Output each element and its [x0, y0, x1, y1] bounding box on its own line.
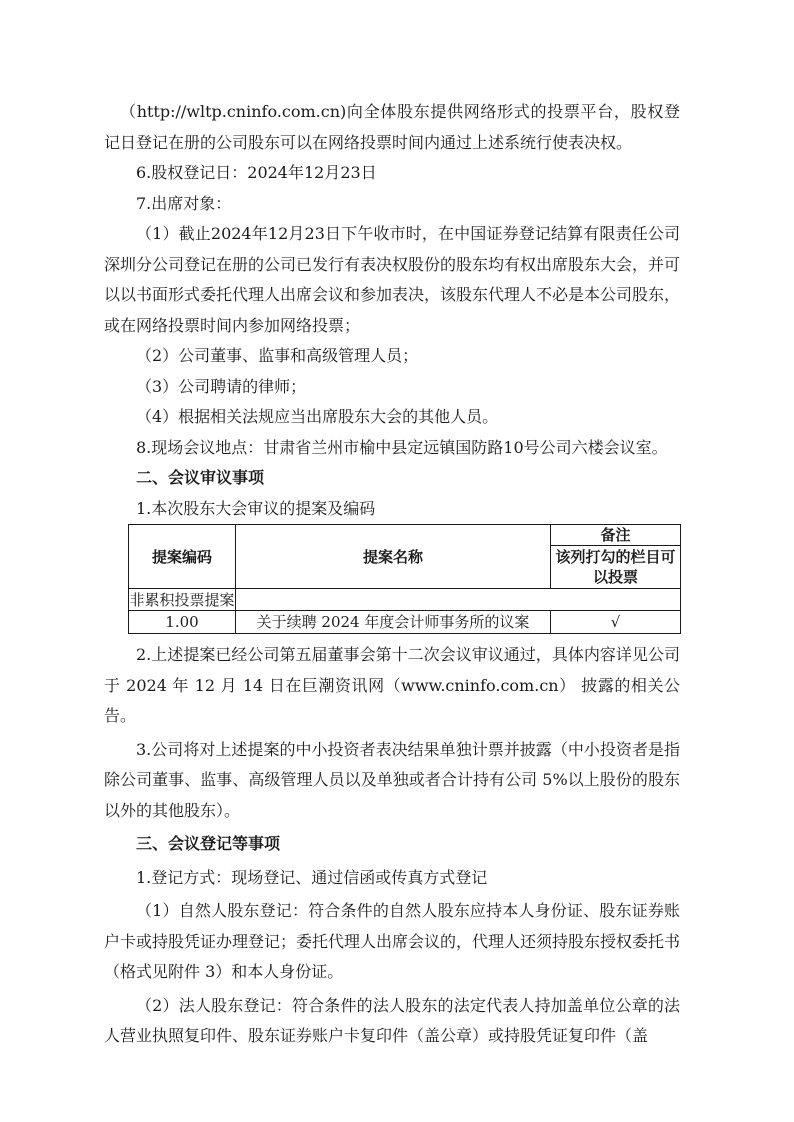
paragraph-individual-registration: （1）自然人股东登记：符合条件的自然人股东应持本人身份证、股东证券账户卡或持股凭证办理登记；委托代理人出席会议的，代理人还须持股东授权委托书（格式见附件 3）和本人身份证。	[104, 901, 681, 981]
paragraph-record-date: 6.股权登记日：2024年12月23日	[136, 163, 377, 182]
paragraph-attendees-title: 7.出席对象：	[136, 193, 232, 213]
table-row-vote-type	[129, 589, 681, 611]
paragraph-proposal-intro: 1.本次股东大会审议的提案及编码	[136, 498, 376, 518]
paragraph-attendees-2: （2）公司董事、监事和高级管理人员；	[136, 346, 419, 365]
paragraph-minority-investors: 3.公司将对上述提案的中小投资者表决结果单独计票并披露（中小投资者是指除公司董事、监事、高级管理人员以及单独或者合计持有公司 5%以上股份的股东以外的其他股东）。	[104, 739, 680, 820]
column-header-proposal-code: 提案编码	[129, 525, 236, 589]
section-heading-review-matters: 二、会议审议事项	[136, 468, 265, 487]
table-cell-checkmark: √	[551, 611, 681, 634]
paragraph-corporate-registration: （2）法人股东登记：符合条件的法人股东的法定代表人持加盖单位公章的法人营业执照复印件、股东证券账户卡复印件（盖公章）或持股凭证复印件（盖	[104, 995, 680, 1045]
section-heading-registration: 三、会议登记等事项	[136, 834, 281, 853]
column-header-remark: 备注	[551, 525, 681, 546]
registration-section	[104, 640, 680, 1052]
paragraph-network-voting: （http://wltp.cninfo.com.cn)向全体股东提供网络形式的投票平台，股权登记日登记在册的公司股东可以在网络投票时间内通过上述系统行使表决权。	[104, 102, 680, 152]
table-cell-vote-type: 非累积投票提案	[129, 590, 235, 609]
table-cell-vote-type-empty	[236, 589, 681, 611]
paragraph-attendees-3: （3）公司聘请的律师；	[136, 376, 307, 396]
paragraph-meeting-venue: 8.现场会议地点：甘肃省兰州市榆中县定远镇国防路10号公司六楼会议室。	[136, 437, 668, 457]
table-row-proposal	[129, 611, 681, 634]
paragraph-registration-method: 1.登记方式：现场登记、通过信函或传真方式登记	[136, 867, 488, 887]
column-header-remark-note: 该列打勾的栏目可以投票	[551, 546, 681, 589]
proposal-table	[128, 524, 681, 634]
table-cell-proposal-name: 关于续聘 2024 年度会计师事务所的议案	[236, 611, 551, 634]
paragraph-attendees-4: （4）根据相关法规应当出席股东大会的其他人员。	[136, 407, 499, 426]
table-cell-proposal-code: 1.00	[129, 611, 236, 634]
paragraph-board-approval: 2.上述提案已经公司第五届董事会第十二次会议审议通过，具体内容详见公司于 2024 年 12 月 14 日在巨潮资讯网（www.cninfo.com.cn） 披露的相关公告。	[104, 645, 680, 725]
paragraph-attendees-1: （1）截止2024年12月23日下午收市时，在中国证券登记结算有限责任公司深圳分公司登记在册的公司已发行有表决权股份的股东均有权出席股东大会，并可以以书面形式委托代理人出席会议和参加表决，该股东代理人不必是本公司股东，或在网络投票时间内参加网络投票；	[104, 224, 681, 335]
column-header-proposal-name: 提案名称	[236, 525, 551, 589]
